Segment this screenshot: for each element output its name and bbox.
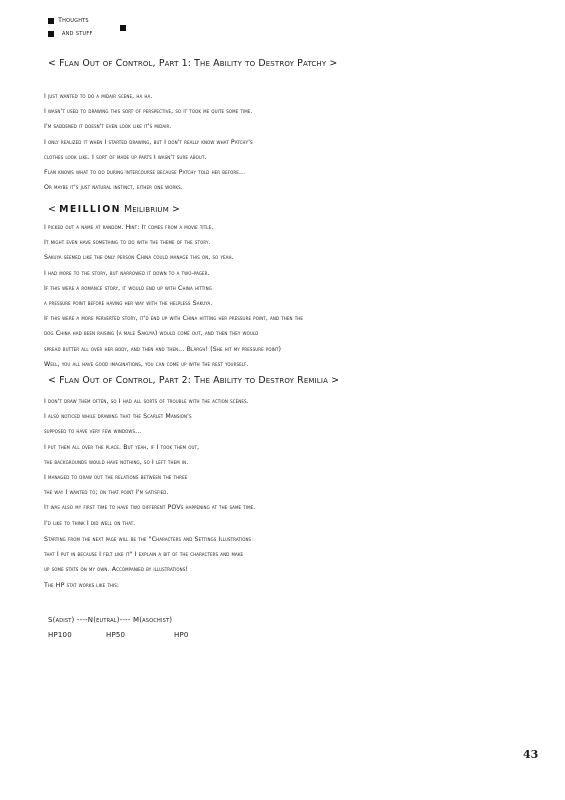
text-line: The HP stat works like this: [44, 581, 120, 589]
text-line: I wasn't used to drawing this sort of perspective, so it took me quite some time. [44, 108, 253, 116]
text-line: If this were a romance story, it would end up with China hitting [44, 284, 212, 292]
text-line: I'd like to think I did well on that. [44, 519, 136, 527]
text-line: I also noticed while drawing that the Scarlet Mansion's [44, 413, 192, 421]
section-heading: < Flan Out of Control, Part 1: The Ability to Destroy Patchy > [48, 58, 338, 69]
section-body [44, 89, 544, 195]
text-line: supposed to have very few windows... [44, 428, 142, 436]
text-line: I managed to draw out the relations between the three [44, 474, 188, 482]
section-body [44, 220, 544, 372]
text-line: I don't draw them often, so I had all sorts of trouble with the action scenes. [44, 398, 249, 405]
section-heading: < Flan Out of Control, Part 2: The Ability to Destroy Remilia > [48, 375, 340, 386]
text-line: If this were a more perverted story, it'd end up with China hitting her pressure point, and then the [44, 315, 304, 323]
hp-label-low: HP0 [174, 631, 189, 639]
text-line: up some stats on my own. Accompanied by illustrations! [44, 566, 188, 574]
heading-title-bold: MEILLION [59, 204, 121, 215]
text-line: Well, you all have good imaginations, you can come up with the rest yourself. [44, 360, 249, 368]
text-line: I'm saddened it doesn't even look like it's midair. [44, 123, 172, 131]
text-line: the way I wanted to; on that point I'm satisfied. [44, 489, 169, 497]
text-line: I had more to the story, but narrowed it down to a two-pager. [44, 269, 210, 277]
section-body [44, 532, 544, 593]
bullet-square-icon [120, 25, 126, 31]
section-heading [48, 204, 180, 215]
page-header [48, 16, 168, 44]
page-number: 43 [523, 748, 539, 761]
hp-label-mid: HP50 [106, 631, 126, 639]
text-line: I put them all over the place. But yeah, if I took them out, [44, 443, 200, 451]
section-body [44, 394, 544, 531]
text-line: the backgrounds would have nothing, so I left them in. [44, 458, 189, 466]
heading-open: < [48, 204, 60, 215]
heading-subtitle: Meilibrium > [120, 204, 181, 215]
text-line: dog China had been raising (a male Sakuya) would come out, and then they would [44, 330, 259, 338]
text-line: I only realized it when I started drawing, but I don't really know what Patchy's [44, 138, 253, 146]
bullet-square-icon [48, 18, 54, 24]
text-line: Or maybe it's just natural instinct, either one works. [44, 184, 183, 192]
header-line-1: Thoughts [58, 16, 89, 24]
text-line: that I put in because I felt like it" I explain a bit of the characters and make [44, 551, 244, 559]
bullet-square-icon [48, 31, 54, 37]
text-line: Starting from the next page will be the "Characters and Settings Illustrations [44, 536, 252, 543]
text-line: I picked out a name at random. Hint: It comes from a movie title. [44, 224, 214, 231]
hp-scale-line: S(adist) ----N(eutral)---- M(asochist) [48, 616, 173, 624]
text-line: a pressure point before having her way with the helpless Sakuya. [44, 300, 213, 308]
text-line: It was also my first time to have two different POVs happening at the same time. [44, 504, 256, 512]
text-line: I just wanted to do a midair scene, ha ha. [44, 93, 153, 100]
text-line: Sakuya seemed like the only person China could manage this on, so yeah. [44, 254, 234, 262]
text-line: Flan knows what to do during intercourse because Patchy told her before... [44, 169, 246, 177]
text-line: clothes look like. I sort of made up parts I wasn't sure about. [44, 153, 207, 161]
text-line: spread butter all over her body, and then and then... Blargh! (She hit my pressure point) [44, 345, 282, 353]
text-line: It might even have something to do with the theme of the story. [44, 239, 211, 247]
hp-label-high: HP100 [48, 631, 72, 639]
header-line-2: and stuff [62, 29, 93, 37]
